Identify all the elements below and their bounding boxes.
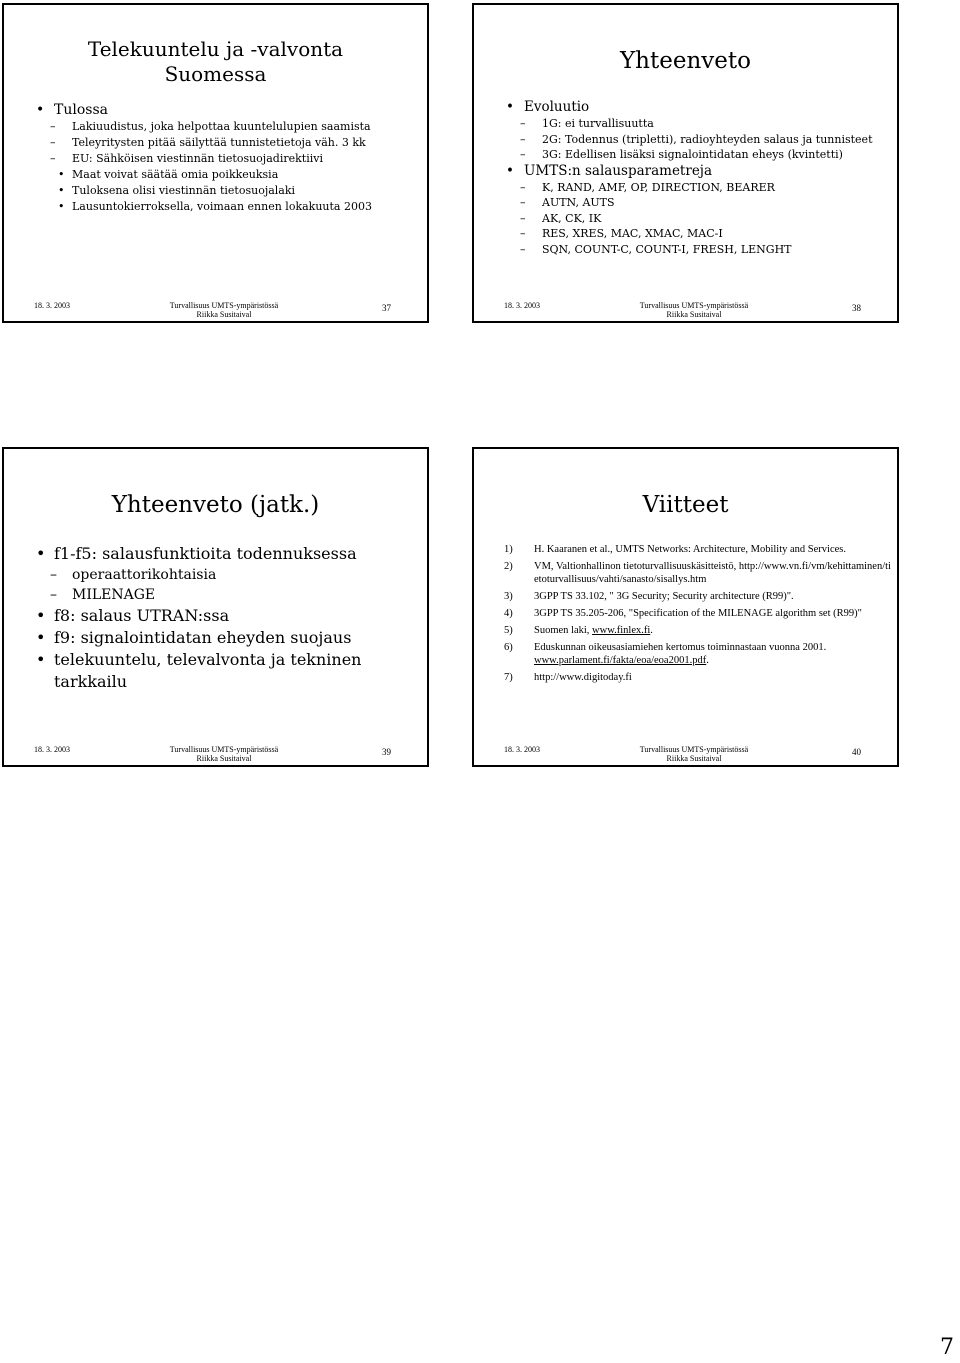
slide-number: 39: [382, 747, 391, 757]
slide-number: 40: [852, 747, 861, 757]
slide-content: [26, 543, 421, 693]
footer-center: [134, 301, 314, 319]
page-number: 7: [940, 1335, 954, 1360]
reference-number: 2): [504, 561, 513, 572]
footer-subtitle: Turvallisuus UMTS-ympäristössä: [639, 745, 749, 754]
footer-author: Riikka Susitaival: [666, 310, 722, 319]
bullet-item: • f8: salaus UTRAN:ssa: [26, 605, 421, 627]
dash-item: – 3G: Edellisen lisäksi signalointidatan eheys (kvintetti): [496, 147, 891, 163]
dash-item: – 2G: Todennus (tripletti), radioyhteyden salaus ja tunnisteet: [496, 132, 891, 148]
reference-text: VM, Valtionhallinon tietoturvallisuuskäsitteistö, http://www.vn.fi/vm/kehittaminen/tietoturvallisuus/vahti/sanasto/sisallys.htm: [534, 561, 891, 585]
slide-40: [472, 447, 899, 767]
bullet-item: • Evoluutio: [496, 99, 891, 116]
slide-footer: [474, 745, 897, 765]
reference-text: 3GPP TS 33.102, " 3G Security; Security architecture (R99)".: [534, 591, 794, 602]
sub-bullet-item: • Lausuntokierroksella, voimaan ennen lokakuuta 2003: [26, 199, 421, 215]
reference-item: [496, 607, 891, 620]
slide-38: [472, 3, 899, 323]
footer-author: Riikka Susitaival: [666, 754, 722, 763]
slide-number: 37: [382, 303, 391, 313]
footer-date: 18. 3. 2003: [504, 301, 540, 310]
dash-item: – Lakiuudistus, joka helpottaa kuuntelulupien saamista: [26, 119, 421, 135]
bullet-item: • Tulossa: [26, 101, 421, 119]
footer-date: 18. 3. 2003: [34, 745, 70, 754]
dash-item: – SQN, COUNT-C, COUNT-I, FRESH, LENGHT: [496, 242, 891, 258]
sub-bullet-item: • Tuloksena olisi viestinnän tietosuojalaki: [26, 183, 421, 199]
footer-subtitle: Turvallisuus UMTS-ympäristössä: [639, 301, 749, 310]
reference-text: H. Kaaranen et al., UMTS Networks: Architecture, Mobility and Services.: [534, 544, 847, 555]
footer-subtitle: Turvallisuus UMTS-ympäristössä: [169, 745, 279, 754]
reference-number: 5): [504, 625, 513, 636]
sub-bullet-item: • Maat voivat säätää omia poikkeuksia: [26, 167, 421, 183]
dash-item: – 1G: ei turvallisuutta: [496, 116, 891, 132]
dash-item: – MILENAGE: [26, 585, 421, 605]
dash-item: – AK, CK, IK: [496, 211, 891, 227]
reference-item: [496, 624, 891, 637]
reference-number: 1): [504, 544, 513, 555]
reference-text: 3GPP TS 35.205-206, "Specification of the MILENAGE algorithm set (R99)": [534, 608, 862, 619]
dash-item: – K, RAND, AMF, OP, DIRECTION, BEARER: [496, 180, 891, 196]
title-line: Suomessa: [164, 62, 267, 86]
slide-footer: [4, 301, 427, 321]
reference-text: http://www.digitoday.fi: [534, 672, 632, 683]
reference-item: [496, 543, 891, 556]
slide-title: Viitteet: [642, 492, 729, 518]
slide-title: [4, 37, 427, 87]
reference-number: 7): [504, 672, 513, 683]
reference-item: [496, 590, 891, 603]
slide-number: 38: [852, 303, 861, 313]
bullet-item: • telekuuntelu, televalvonta ja tekninen tarkkailu: [26, 649, 421, 693]
title-line: Telekuuntelu ja -valvonta: [87, 37, 344, 61]
bullet-item: • UMTS:n salausparametreja: [496, 163, 891, 180]
footer-subtitle: Turvallisuus UMTS-ympäristössä: [169, 301, 279, 310]
slide-footer: [4, 745, 427, 765]
reference-item: [496, 641, 891, 667]
dash-item: – operaattorikohtaisia: [26, 565, 421, 585]
footer-center: [604, 301, 784, 319]
reference-text-end: .: [706, 655, 709, 666]
footer-date: 18. 3. 2003: [34, 301, 70, 310]
footer-center: [604, 745, 784, 763]
dash-item: – EU: Sähköisen viestinnän tietosuojadirektiivi: [26, 151, 421, 167]
reference-list: [496, 543, 891, 688]
reference-item: [496, 560, 891, 586]
footer-author: Riikka Susitaival: [196, 754, 252, 763]
reference-number: 6): [504, 642, 513, 653]
slide-title: Yhteenveto: [620, 48, 751, 74]
footer-date: 18. 3. 2003: [504, 745, 540, 754]
dash-item: – AUTN, AUTS: [496, 195, 891, 211]
slide-content: [26, 101, 421, 215]
finlex-link[interactable]: www.finlex.fi: [592, 625, 651, 636]
reference-text: Suomen laki,: [534, 625, 593, 636]
slide-content: [496, 99, 891, 257]
slide-39: [2, 447, 429, 767]
slide-37: [2, 3, 429, 323]
reference-number: 3): [504, 591, 513, 602]
slide-title: Yhteenveto (jatk.): [111, 492, 320, 518]
parlament-link[interactable]: www.parlament.fi/fakta/eoa/eoa2001.pdf: [534, 655, 707, 666]
dash-item: – Teleyritysten pitää säilyttää tunnistetietoja väh. 3 kk: [26, 135, 421, 151]
reference-text: Eduskunnan oikeusasiamiehen kertomus toiminnastaan vuonna 2001.: [534, 642, 827, 653]
slide-footer: [474, 301, 897, 321]
reference-number: 4): [504, 608, 513, 619]
bullet-item: • f9: signalointidatan eheyden suojaus: [26, 627, 421, 649]
reference-text-end: .: [650, 625, 653, 636]
reference-item: [496, 671, 891, 684]
footer-author: Riikka Susitaival: [196, 310, 252, 319]
bullet-item: • f1-f5: salausfunktioita todennuksessa: [26, 543, 421, 565]
footer-center: [134, 745, 314, 763]
dash-item: – RES, XRES, MAC, XMAC, MAC-I: [496, 226, 891, 242]
